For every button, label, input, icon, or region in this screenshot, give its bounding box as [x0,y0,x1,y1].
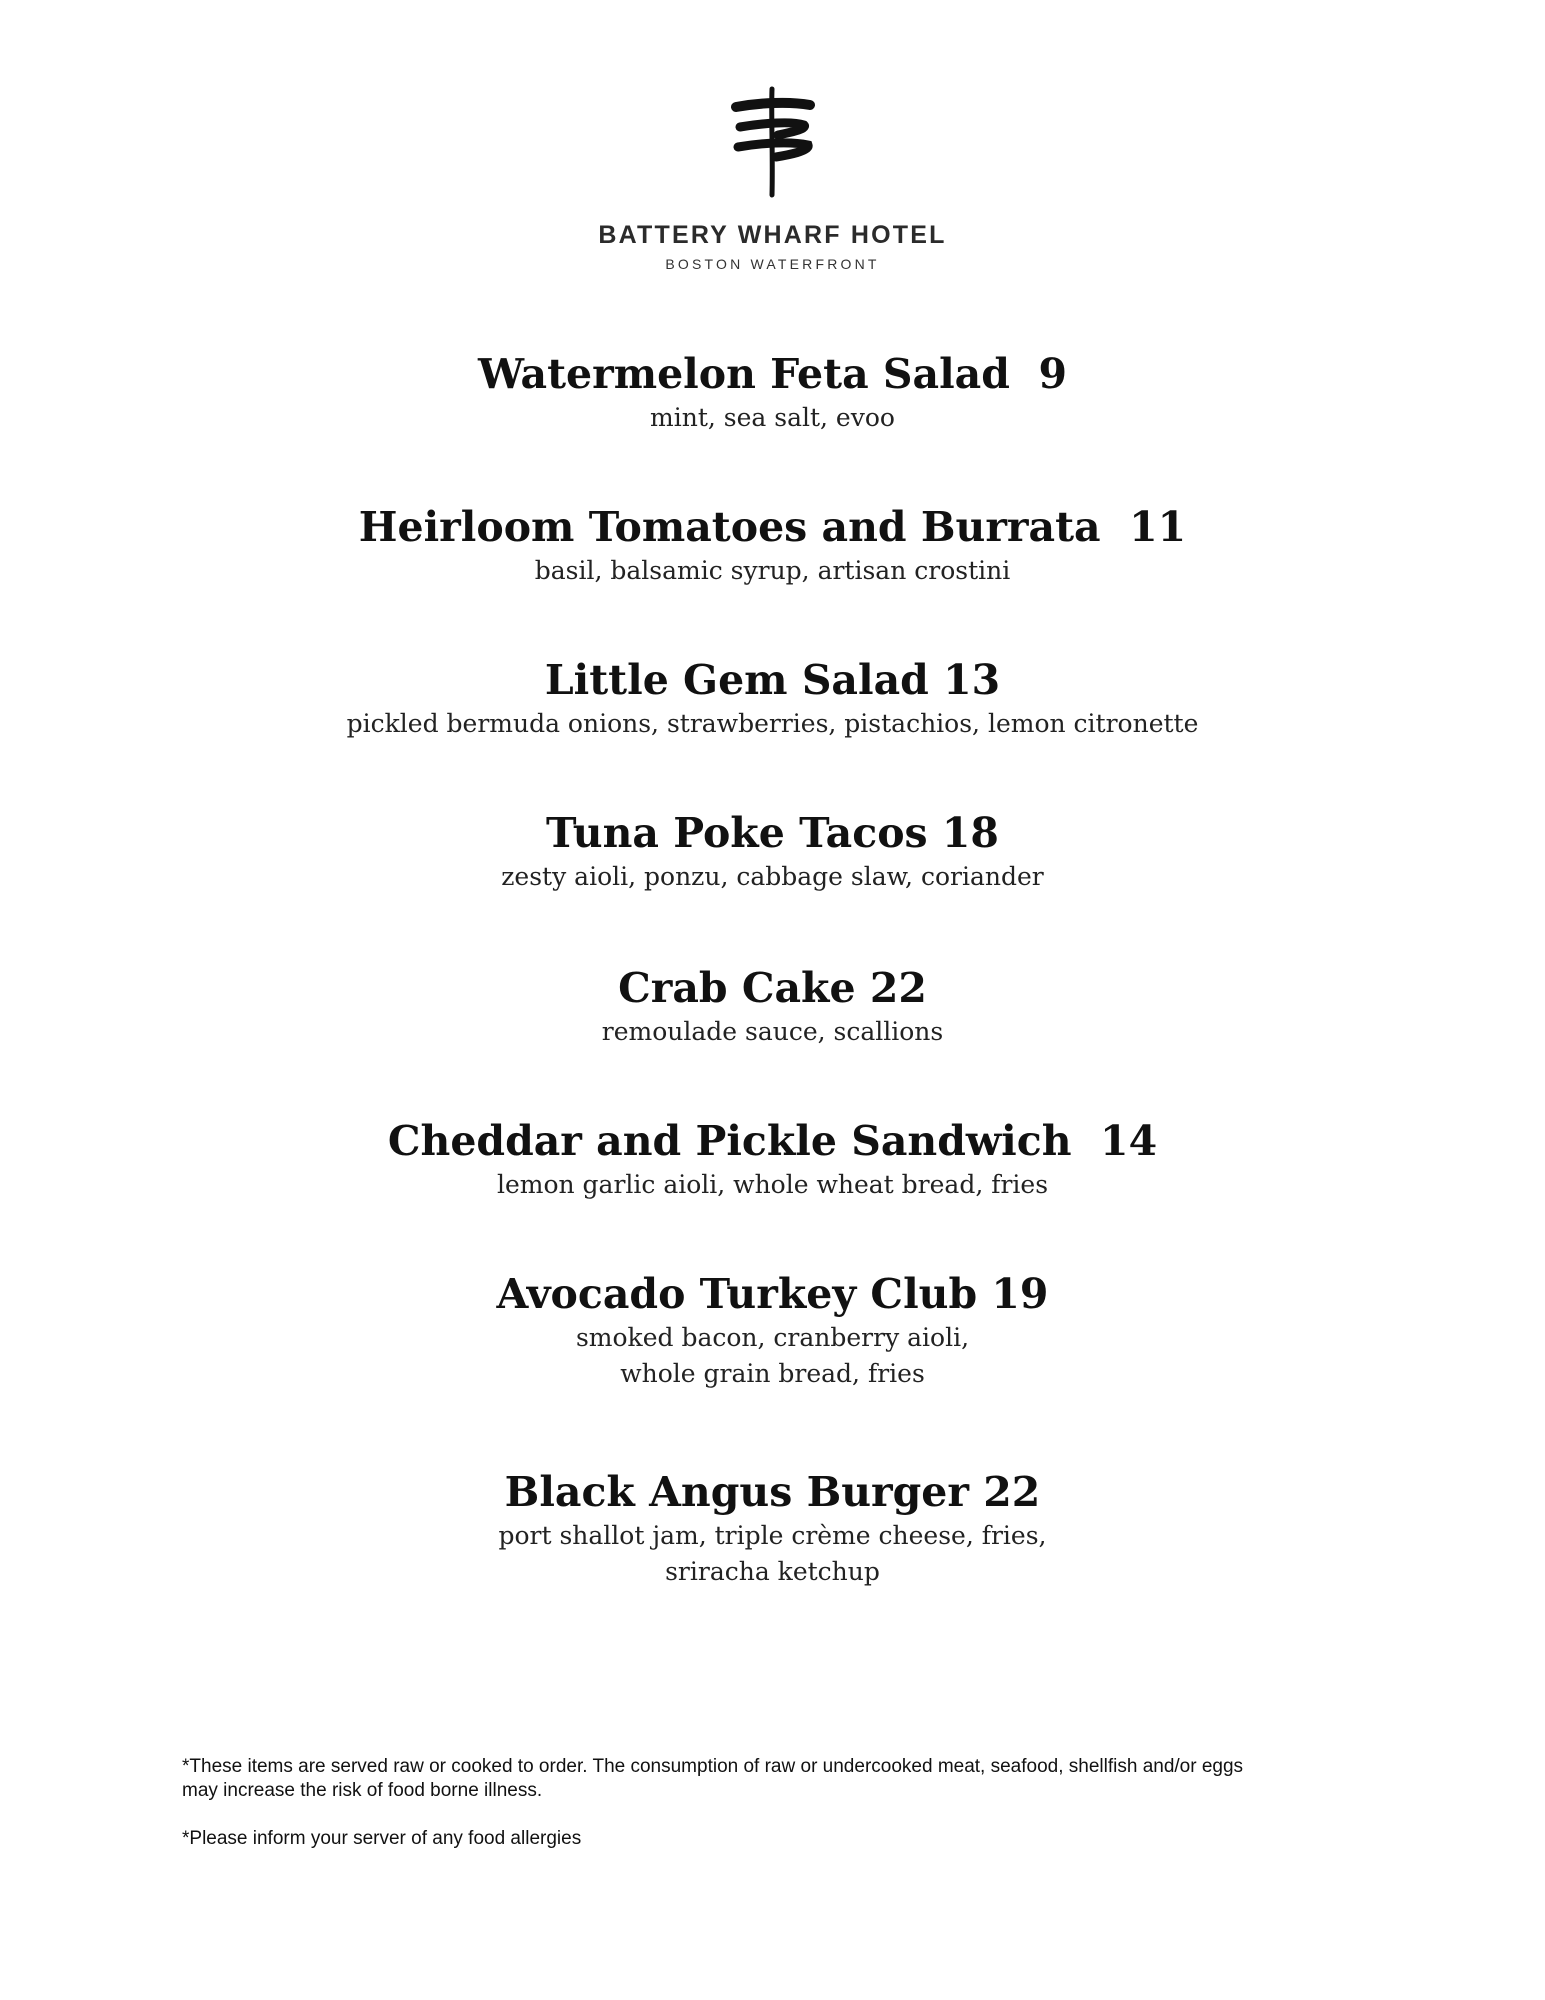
menu-item-description: pickled bermuda onions, strawberries, pistachios, lemon citronette [346,709,1199,738]
menu-item-title: Heirloom Tomatoes and Burrata 11 [358,503,1187,551]
menu-item-title: Tuna Poke Tacos 18 [546,809,999,857]
menu-item [0,1117,1545,1203]
raw-food-warning-cont: may increase the risk of food borne illness. [182,1780,543,1801]
menu-item-title: Little Gem Salad 13 [544,656,1001,704]
menu-item-description: port shallot jam, triple crème cheese, fries, [498,1521,1047,1550]
menu-item-description: basil, balsamic syrup, artisan crostini [534,556,1011,585]
hotel-location: BOSTON WATERFRONT [665,256,880,272]
menu-item-title: Cheddar and Pickle Sandwich 14 [387,1117,1158,1165]
menu-item-description: sriracha ketchup [665,1557,880,1586]
allergy-notice: *Please inform your server of any food allergies [182,1828,582,1849]
hotel-name: BATTERY WHARF HOTEL [598,221,947,249]
menu-item [0,1270,1545,1392]
hotel-logo [0,85,1545,272]
menu-item-description: smoked bacon, cranberry aioli, [575,1323,970,1352]
menu-item [0,809,1545,895]
menu-item-description: lemon garlic aioli, whole wheat bread, fries [496,1170,1049,1199]
brush-stroke-logo-icon [718,85,828,205]
menu-item-description: remoulade sauce, scallions [601,1017,944,1046]
menu-item-title: Avocado Turkey Club 19 [496,1270,1049,1318]
footer-disclaimer [182,1755,1362,1851]
menu-item [0,503,1545,589]
menu-item [0,964,1545,1050]
menu-item [0,656,1545,742]
menu-item-description: whole grain bread, fries [620,1359,925,1388]
menu-item-description: zesty aioli, ponzu, cabbage slaw, coriander [501,862,1044,891]
menu-item-title: Watermelon Feta Salad 9 [478,350,1067,398]
menu-item-title: Crab Cake 22 [618,964,927,1012]
menu-item [0,1468,1545,1590]
raw-food-warning: *These items are served raw or cooked to order. The consumption of raw or undercooked meat, seafood, shellfish and/or eggs [182,1756,1244,1777]
menu-item [0,350,1545,436]
menu-item-description: mint, sea salt, evoo [650,403,895,432]
menu-item-title: Black Angus Burger 22 [504,1468,1041,1516]
